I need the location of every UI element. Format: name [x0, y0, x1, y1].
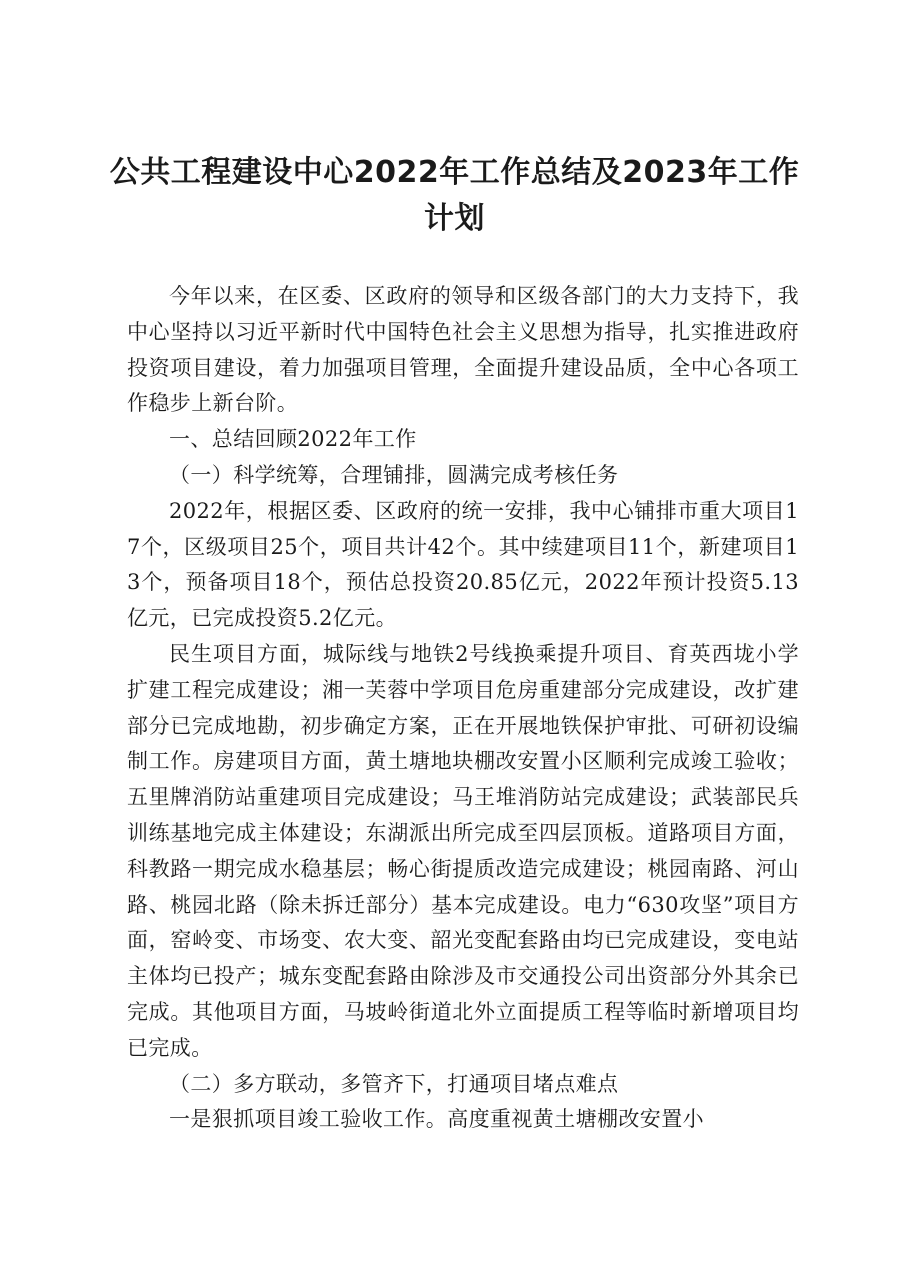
document-body: [127, 279, 799, 1138]
document-title: 公共工程建设中心2022年工作总结及2023年工作计划: [109, 155, 800, 236]
body-paragraph: 民生项目方面，城际线与地铁2号线换乘提升项目、育英西垅小学扩建工程完成建设；湘一芙蓉中学项目危房重建部分完成建设，改扩建部分已完成地勘，初步确定方案，正在开展地铁保护审批、可研初设编制工作。房建项目方面，黄土塘地块棚改安置小区顺利完成竣工验收；五里牌消防站重建项目完成建设；马王堆消防站完成建设；武装部民兵训练基地完成主体建设；东湖派出所完成至四层顶板。道路项目方面，科教路一期完成水稳基层；畅心街提质改造完成建设；桃园南路、河山路、桃园北路（除未拆迁部分）基本完成建设。电力“630攻坚”项目方面，窑岭变、市场变、农大变、韶光变配套路由均已完成建设，变电站主体均已投产；城东变配套路由除涉及市交通投公司出资部分外其余已完成。其他项目方面，马坡岭街道北外立面提质工程等临时新增项目均已完成。: [127, 641, 799, 1060]
subsection-heading: （一）科学统筹，合理铺排，圆满完成考核任务: [169, 462, 619, 487]
section-heading: 一、总结回顾2022年工作: [169, 427, 417, 452]
intro-paragraph: 今年以来，在区委、区政府的领导和区级各部门的大力支持下，我中心坚持以习近平新时代中国特色社会主义思想为指导，扎实推进政府投资项目建设，着力加强项目管理，全面提升建设品质，全中心各项工作稳步上新台阶。: [127, 284, 799, 416]
subsection-heading: （二）多方联动，多管齐下，打通项目堵点难点: [169, 1071, 619, 1096]
body-paragraph: 2022年，根据区委、区政府的统一安排，我中心铺排市重大项目17个，区级项目25个，项目共计42个。其中续建项目11个，新建项目13个，预备项目18个，预估总投资20.85亿元，2022年预计投资5.13亿元，已完成投资5.2亿元。: [127, 498, 799, 631]
body-paragraph: 一是狠抓项目竣工验收工作。高度重视黄土塘棚改安置小: [169, 1107, 704, 1132]
